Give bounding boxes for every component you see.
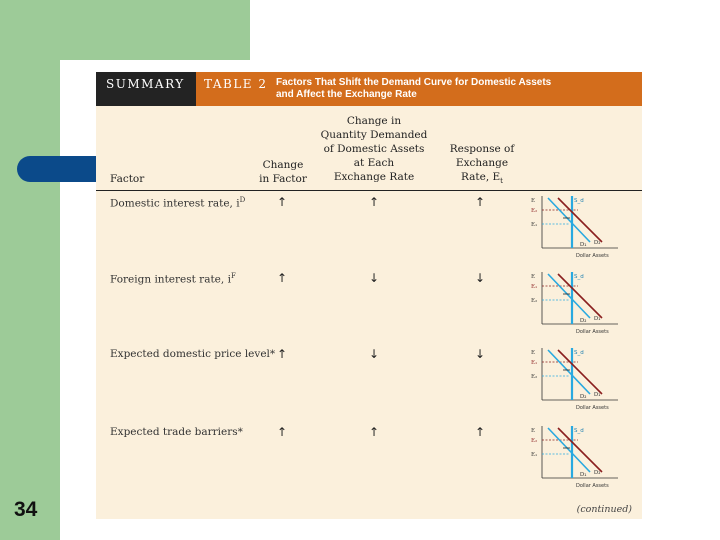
- summary-badge: SUMMARY: [96, 72, 196, 106]
- shift-graph: [530, 346, 622, 414]
- shift-graph: [530, 194, 622, 262]
- demand-curve-left: [548, 428, 590, 472]
- col-header-quantity-line-1: Change in: [346, 115, 402, 127]
- e-bottom-label: E₂: [531, 374, 538, 380]
- continued-note: (continued): [576, 504, 632, 515]
- factor-superscript: D: [239, 196, 246, 204]
- demand-left-label: D₂: [580, 394, 587, 400]
- demand-curve-left: [548, 198, 590, 242]
- col-header-factor: Factor: [110, 173, 145, 185]
- e-top-label: E₂: [531, 208, 538, 214]
- header-divider: [96, 190, 642, 191]
- supply-label: S_d: [574, 428, 584, 434]
- demand-left-label: D₂: [580, 318, 587, 324]
- demand-left-label: D₁: [580, 472, 587, 478]
- col-header-change-line-2: in Factor: [259, 173, 307, 185]
- e-top-label: E₁: [531, 360, 538, 366]
- slide-number: 34: [14, 498, 38, 521]
- table-header-bar: [96, 72, 642, 106]
- factor-label: [110, 272, 236, 286]
- quantity-arrow: ↑: [368, 195, 380, 209]
- response-arrow: ↑: [474, 425, 486, 439]
- e-top-label: E₁: [531, 284, 538, 290]
- shift-graph: [530, 424, 622, 492]
- table-label: TABLE 2: [204, 77, 268, 91]
- y-axis-label: E: [531, 274, 536, 280]
- y-axis-label: E: [531, 428, 536, 434]
- y-axis-label: E: [531, 350, 536, 356]
- factor-label: [110, 426, 243, 438]
- table-title-line-1: Factors That Shift the Demand Curve for Domestic Assets: [276, 77, 552, 88]
- x-axis-label: Dollar Assets: [576, 253, 609, 259]
- x-axis-label: Dollar Assets: [576, 405, 609, 411]
- e-bottom-label: E₁: [531, 222, 538, 228]
- supply-label: S_d: [574, 198, 584, 204]
- x-axis-label: Dollar Assets: [576, 483, 609, 489]
- e-top-label: E₂: [531, 438, 538, 444]
- supply-label: S_d: [574, 350, 584, 356]
- demand-curve-left: [548, 350, 590, 394]
- col-header-change: [248, 158, 318, 186]
- y-axis-label: E: [531, 198, 536, 204]
- quantity-arrow: ↑: [368, 425, 380, 439]
- shift-graph: [530, 270, 622, 338]
- factor-text: Expected trade barriers*: [110, 426, 243, 438]
- quantity-arrow: ↓: [368, 271, 380, 285]
- col-header-response: [442, 142, 522, 188]
- summary-table: [96, 72, 642, 519]
- change-arrow: ↑: [276, 195, 288, 209]
- response-arrow: ↓: [474, 347, 486, 361]
- factor-text: Foreign interest rate, i: [110, 273, 231, 286]
- factor-text: Expected domestic price level*: [110, 348, 276, 360]
- table-title-line-2: and Affect the Exchange Rate: [276, 89, 417, 100]
- col-header-response-line-1: Response of: [449, 143, 515, 155]
- response-arrow: ↓: [474, 271, 486, 285]
- col-header-response-line-3: Rate, $E_t$: [460, 171, 503, 186]
- factor-superscript: F: [230, 272, 236, 280]
- change-arrow: ↑: [276, 347, 288, 361]
- change-arrow: ↑: [276, 425, 288, 439]
- factor-text: Domestic interest rate, i: [110, 197, 240, 210]
- change-arrow: ↑: [276, 271, 288, 285]
- demand-right-label: D₁: [594, 392, 601, 398]
- supply-label: S_d: [574, 274, 584, 280]
- factor-label: [110, 196, 245, 210]
- col-header-quantity: [312, 114, 436, 184]
- factor-label: [110, 348, 275, 360]
- demand-curve-left: [548, 274, 590, 318]
- e-bottom-label: E₂: [531, 298, 538, 304]
- col-header-quantity-line-3: of Domestic Assets: [323, 143, 425, 155]
- demand-curve-right: [558, 350, 602, 394]
- quantity-arrow: ↓: [368, 347, 380, 361]
- col-header-response-line-2: Exchange: [455, 157, 509, 169]
- col-header-quantity-line-4: at Each: [353, 157, 395, 169]
- demand-curve-right: [558, 198, 602, 242]
- demand-right-label: D₂: [594, 470, 601, 476]
- background-green-strip: [0, 0, 60, 540]
- x-axis-label: Dollar Assets: [576, 329, 609, 335]
- col-header-response-label: Rate, E: [460, 171, 501, 183]
- table-title: [276, 77, 636, 101]
- demand-curve-right: [558, 428, 602, 472]
- demand-right-label: D₂: [594, 240, 601, 246]
- col-header-change-line-1: Change: [262, 159, 304, 171]
- col-header-quantity-line-5: Exchange Rate: [333, 171, 415, 183]
- demand-curve-right: [558, 274, 602, 318]
- e-bottom-label: E₁: [531, 452, 538, 458]
- demand-right-label: D₁: [594, 316, 601, 322]
- demand-left-label: D₁: [580, 242, 587, 248]
- response-arrow: ↑: [474, 195, 486, 209]
- col-header-quantity-line-2: Quantity Demanded: [320, 129, 428, 141]
